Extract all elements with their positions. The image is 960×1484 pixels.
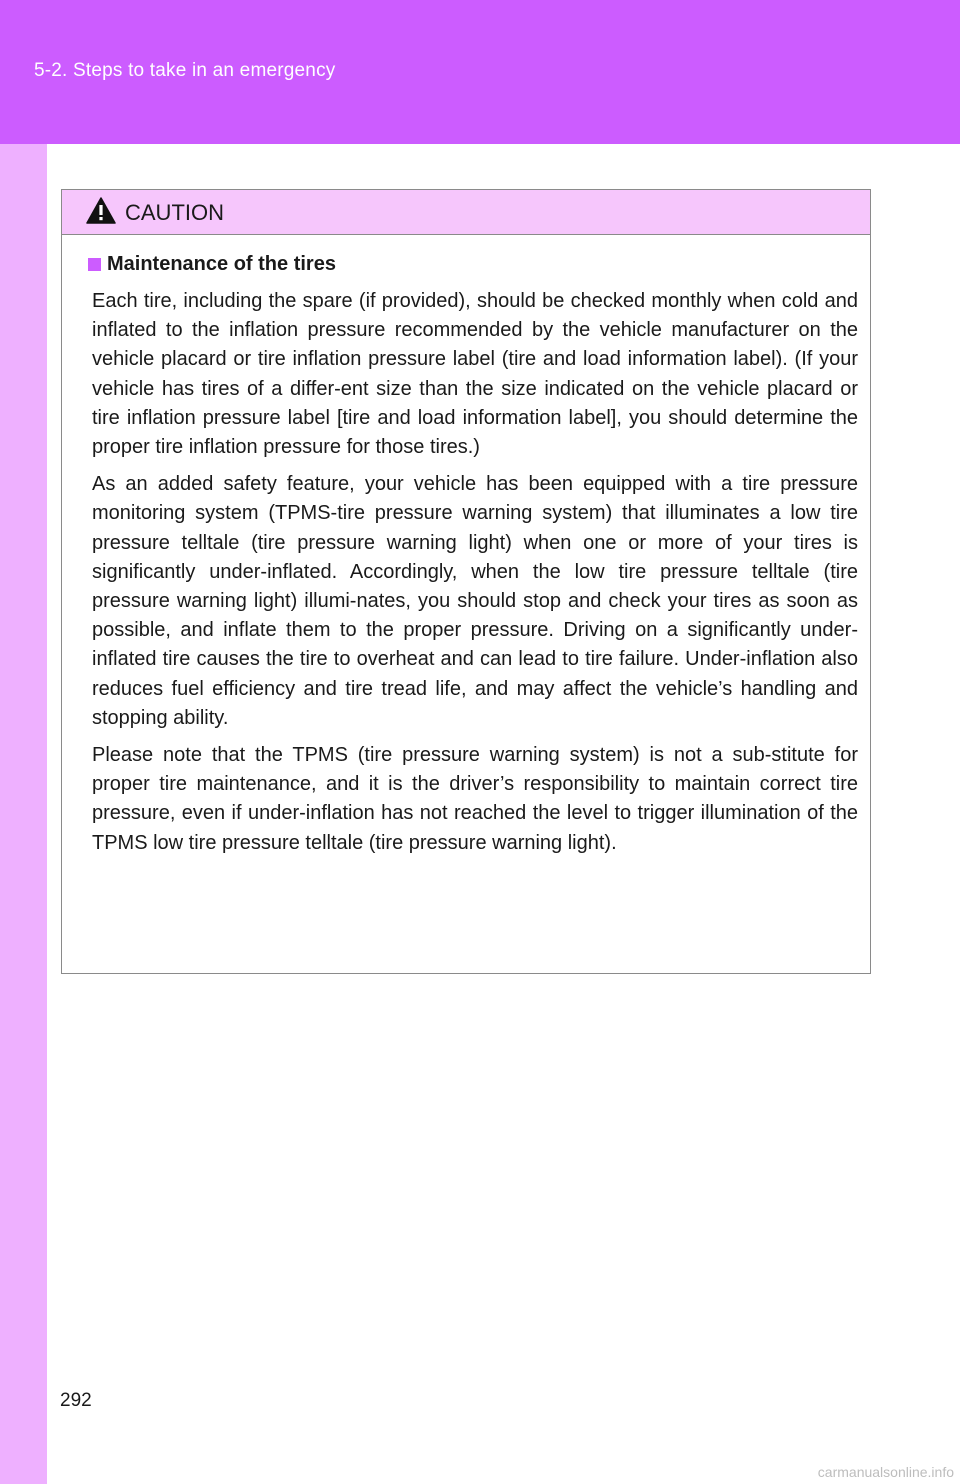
bullet-square-icon: [88, 258, 101, 271]
watermark: carmanualsonline.info: [817, 1464, 954, 1480]
paragraph-inspection: Each tire, including the spare (if provided), should be checked monthly when cold and inflated to the inflation pressure recommended by the vehicle manufacturer on the vehicle placard or tire inflation pressure label (tire and load information label). (If your vehicle has tires of a differ-ent size than the size indicated on the vehicle placard or tire inflation pressure label [tire and load information label], you should determine the proper tire inflation pressure for those tires.): [92, 290, 858, 459]
section-title: 5-2. Steps to take in an emergency: [34, 60, 336, 81]
sub-heading: [88, 253, 858, 276]
paragraph-tpms-feature: As an added safety feature, your vehicle has been equipped with a tire pressure monitoring system (TPMS-tire pressure warning system) that illuminates a low tire pressure telltale (tire pressure warning light) when one or more of your tires is significantly under-inflated. Accordingly, when the low tire pressure telltale (tire pressure warning light) illumi-nates, you should stop and check your tires as soon as possible, and inflate them to the proper pressure. Driving on a significantly under-inflated tire causes the tire to overheat and can lead to tire failure. Under-inflation also reduces fuel efficiency and tire tread life, and may affect the vehicle’s handling and stopping ability.: [92, 473, 858, 729]
page-number: 292: [60, 1390, 92, 1411]
sub-heading-text: Maintenance of the tires: [107, 253, 336, 275]
caution-body: [62, 235, 870, 858]
caution-box: [61, 189, 871, 974]
side-band: [0, 144, 47, 1484]
caution-label: CAUTION: [125, 200, 224, 225]
warning-triangle-icon: [86, 197, 116, 225]
caution-header: [62, 190, 870, 235]
paragraphs: [88, 287, 858, 858]
paragraph-tpms-note: Please note that the TPMS (tire pressure warning system) is not a sub-stitute for proper tire maintenance, and it is the driver’s responsibility to maintain correct tire pressure, even if under-inflation has not reached the level to trigger illumination of the TPMS low tire pressure telltale (tire pressure warning light).: [92, 744, 858, 854]
